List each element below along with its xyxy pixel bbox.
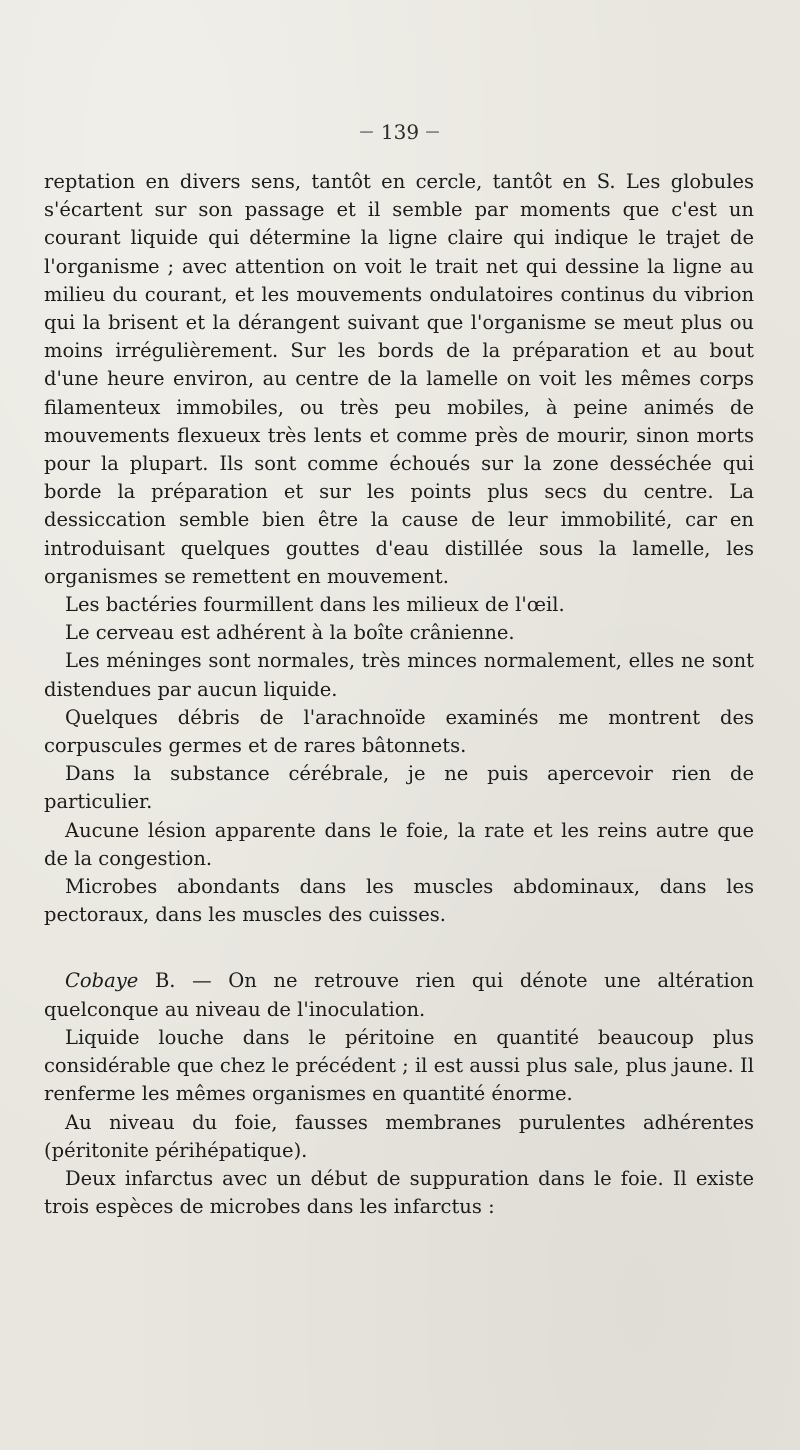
- paragraph-brain: Le cerveau est adhérent à la boîte crânienne.: [65, 621, 515, 645]
- paragraph-arachnoid: Quelques débris de l'arachnoïde examinés me montrent des corpuscules germes et de rares bâtonnets.: [44, 705, 754, 758]
- page-number: [0, 120, 800, 144]
- body-text: [44, 168, 754, 1221]
- page-number-suffix: —: [425, 124, 441, 140]
- paragraph-liver-spleen: Aucune lésion apparente dans le foie, la rate et les reins autre que de la congestion.: [44, 818, 754, 870]
- species-name: Cobaye: [65, 969, 139, 993]
- paragraph-perihepatic: Au niveau du foie, fausses membranes purulentes adhérentes (péritonite périhépatique).: [44, 1110, 754, 1162]
- page-number-value: 139: [380, 120, 420, 144]
- paragraph-meninges: Les méninges sont normales, très minces normalement, elles ne sont distendues par aucun liquide.: [44, 649, 754, 701]
- paragraph-continuation: reptation en divers sens, tantôt en cercle, tantôt en S. Les globules s'écartent sur son passage et il semble par moments que c'est un courant liquide qui détermine la ligne claire qui indique le trajet de l'organisme ; avec attention on voit le trait net qui dessine la ligne au milieu du courant, et les mouvements ondulatoires continus du vibrion qui la brisent et la dérangent suivant que l'organisme se meut plus ou moins irrégulièrement. Sur les bords de la préparation et au bout d'une heure environ, au centre de la lamelle on voit les mêmes corps filamenteux immobiles, ou très peu mobiles, à peine animés de mouvements flexueux très lents et comme près de mourir, sinon morts pour la plupart. Ils sont comme échoués sur la zone desséchée qui borde la préparation et sur les points plus secs du centre. La dessiccation semble bien être la cause de leur immobilité, car en introduisant quelques gouttes d'eau distillée sous la lamelle, les organismes se remettent en mouvement.: [44, 170, 754, 588]
- paragraph-peritoneum: Liquide louche dans le péritoine en quantité beaucoup plus considérable que chez le précédent ; il est aussi plus sale, plus jaune. Il renferme les mêmes organismes en quantité énorme.: [44, 1025, 754, 1106]
- paragraph-muscles: Microbes abondants dans les muscles abdominaux, dans les pectoraux, dans les muscles des cuisses.: [44, 875, 754, 927]
- paragraph-cerebral-substance: Dans la substance cérébrale, je ne puis apercevoir rien de particulier.: [44, 762, 754, 814]
- paragraph-infarcts: Deux infarctus avec un début de suppuration dans le foie. Il existe trois espèces de microbes dans les infarctus :: [44, 1166, 754, 1219]
- paragraph-cobaye-b: [44, 967, 754, 1023]
- page-number-prefix: —: [359, 124, 375, 140]
- cobaye-b-text: B. — On ne retrouve rien qui dénote une altération quelconque au niveau de l'inoculation.: [44, 969, 754, 1021]
- paragraph-bacteria-eye: Les bactéries fourmillent dans les milieux de l'œil.: [65, 593, 565, 617]
